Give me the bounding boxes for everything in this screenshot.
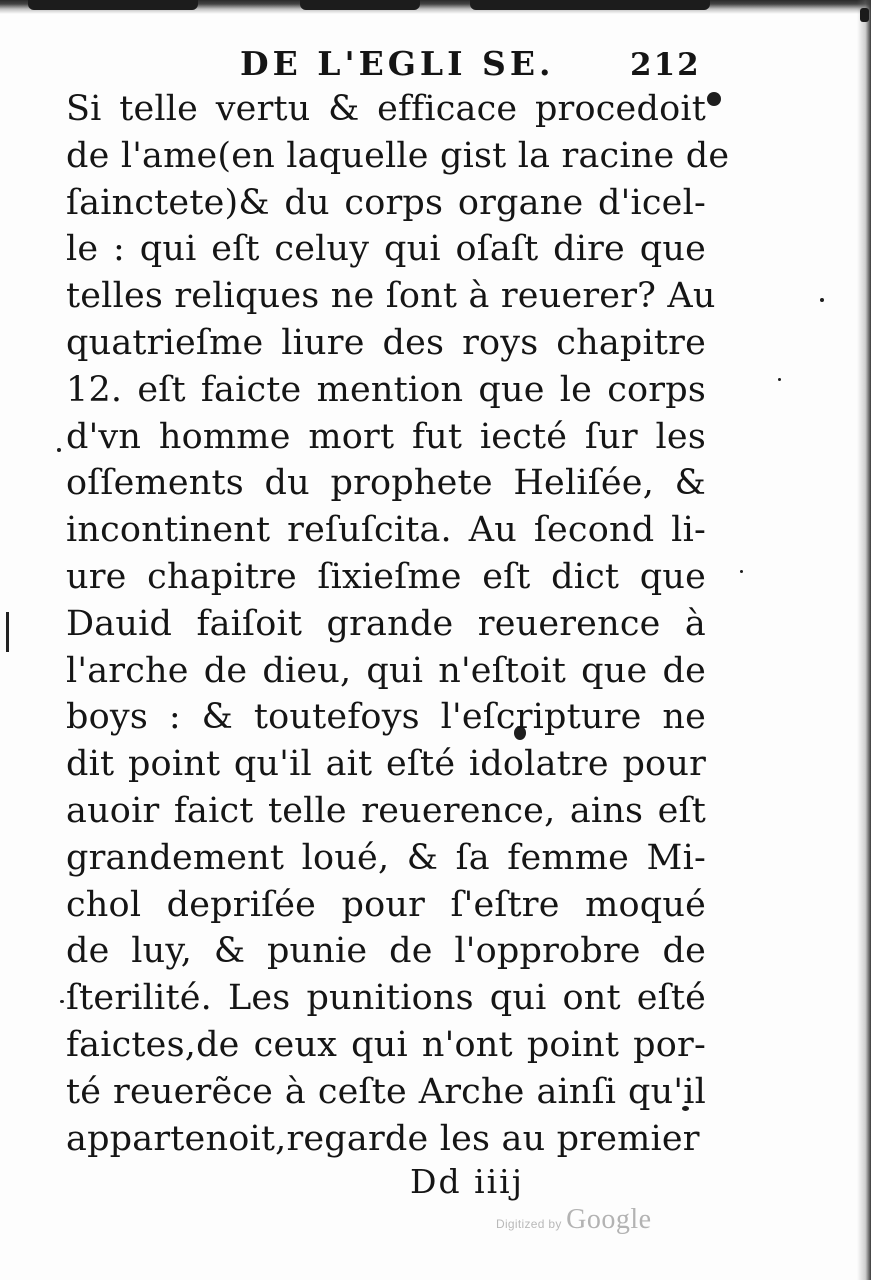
text-line: auoir faict telle reuerence, ains eſt	[66, 790, 706, 831]
text-line: dit point qu'il ait eſté idolatre pour	[66, 744, 706, 785]
text-line: Dauid faiſoit grande reuerence à	[66, 603, 706, 644]
scan-margin-mark	[6, 612, 9, 652]
scan-right-edge-shadow	[857, 0, 871, 1280]
text-line: chol depriſée pour ſ'eſtre moqué	[66, 884, 706, 925]
text-line: de l'ame(en laquelle gist la racine de	[66, 135, 730, 176]
scan-top-blot	[28, 0, 198, 10]
scan-top-blot	[470, 0, 710, 10]
signature-mark: Dd iiij	[410, 1162, 524, 1201]
text-line: telles reliques ne ſont à reuerer? Au	[66, 276, 716, 317]
ink-speck	[60, 1000, 64, 1003]
ink-speck	[778, 378, 781, 381]
text-line: grandement loué, & ſa femme Mi-	[66, 837, 706, 878]
page-number: 212	[630, 47, 701, 83]
text-line: de luy, & punie de l'opprobre de	[66, 931, 706, 972]
running-title: DE L'EGLI SE.	[240, 44, 555, 83]
ink-speck	[707, 92, 721, 106]
text-line: faictes,de ceux qui n'ont point por-	[66, 1024, 706, 1065]
text-line: té reuerẽce à ceſte Arche ainſi qu'il	[66, 1071, 706, 1112]
watermark-prefix: Digitized by	[496, 1217, 562, 1231]
text-line: Si telle vertu & efficace procedoit	[66, 89, 706, 129]
scan-edge-mark	[860, 8, 869, 22]
digitization-watermark	[496, 1204, 652, 1236]
scan-top-blot	[300, 0, 420, 10]
text-line: appartenoit,regarde les au premier	[66, 1118, 700, 1159]
text-line: oſſements du prophete Heliſée, &	[66, 463, 706, 504]
ink-speck	[57, 448, 61, 452]
text-line: ſterilité. Les punitions qui ont eſté	[66, 978, 706, 1019]
text-line: ure chapitre ſixieſme eſt dict que	[66, 556, 706, 597]
text-line: 12. eſt faicte mention que le corps	[66, 369, 706, 410]
text-line: l'arche de dieu, qui n'eſtoit que de	[66, 650, 706, 691]
text-line: ſainctete)& du corps organe d'icel-	[66, 182, 706, 223]
text-line: boys : & toutefoys l'eſcripture ne	[66, 697, 706, 738]
text-line: d'vn homme mort fut iecté ſur les	[66, 416, 706, 457]
ink-speck	[820, 298, 824, 302]
ink-speck	[740, 570, 743, 573]
text-line: incontinent reſuſcita. Au ſecond li-	[66, 510, 706, 551]
text-line: quatrieſme liure des roys chapitre	[66, 322, 706, 363]
google-logo: Google	[566, 1204, 652, 1235]
body-text	[66, 86, 730, 1162]
text-line: le : qui eſt celuy qui oſaſt dire que	[66, 229, 706, 270]
